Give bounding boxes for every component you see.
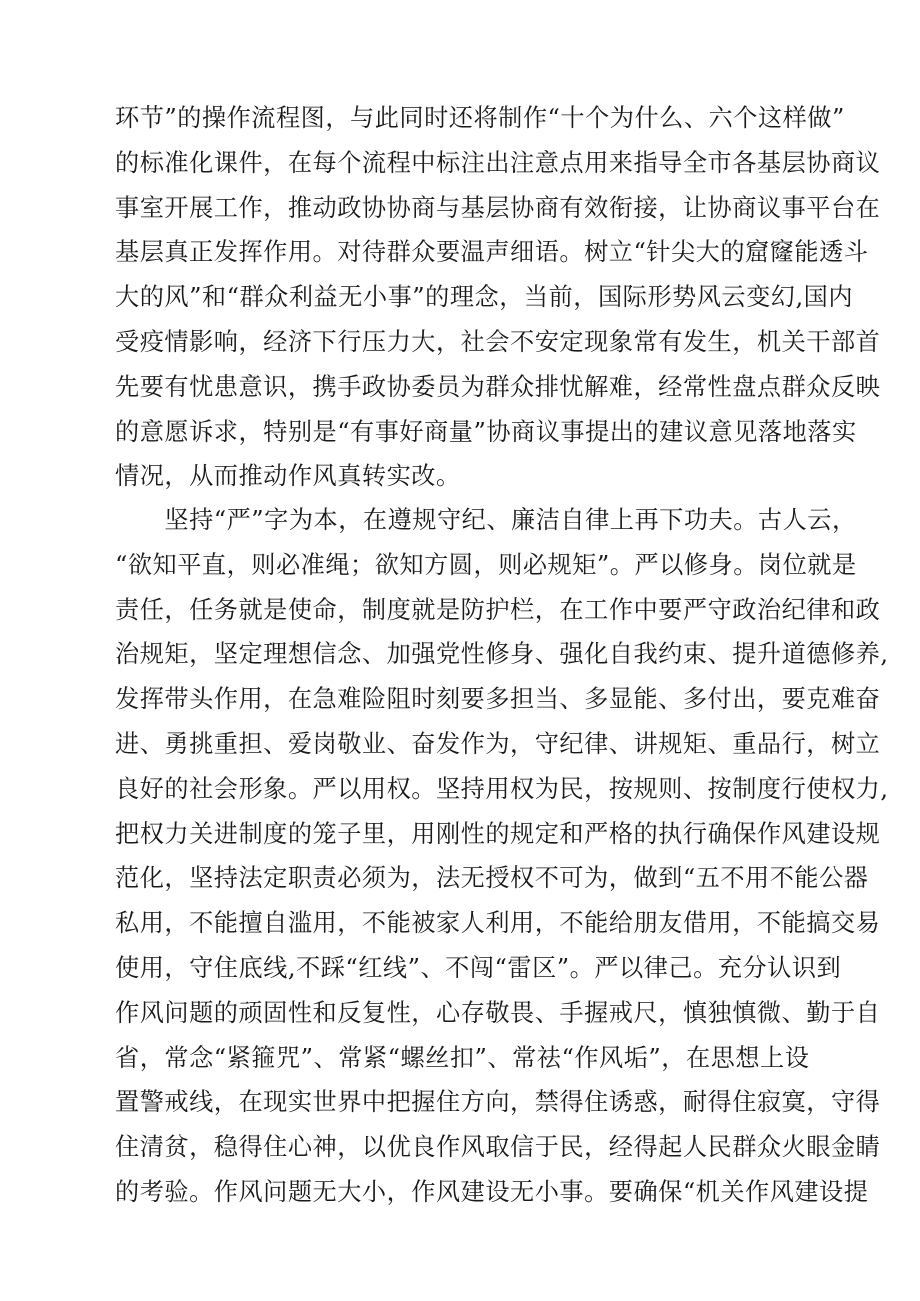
text-line: 的意愿诉求，特别是“有事好商量”协商议事提出的建议意见落地落实 [115,417,857,446]
text-line: 省，常念“紧箍咒”、常紧“螺丝扣”、常祛“作风垢”，在思想上设 [115,1043,810,1072]
text-line: 大的风”和“群众利益无小事”的理念，当前，国际形势风云变幻,国内 [115,283,854,312]
text-line: 的考验。作风问题无大小，作风建设无小事。要确保“机关作风建设提 [115,1177,869,1206]
text-line: 作风问题的顽固性和反复性，心存敬畏、手握戒尺，慎独慎微、勤于自 [115,998,881,1027]
text-line: 使用，守住底线,不踩“红线”、不闯“雷区”。严以律己。充分认识到 [115,953,842,982]
text-line: 住清贫，稳得住心神，以优良作风取信于民，经得起人民群众火眼金睛 [115,1133,881,1162]
text-line: 的标准化课件，在每个流程中标注出注意点用来指导全市各基层协商议 [115,148,881,177]
text-line: 发挥带头作用，在急难险阻时刻要多担当、多显能、多付出，要克难奋 [115,685,881,714]
text-line: 坚持“严”字为本，在遵规守纪、廉洁自律上再下功夫。古人云， [115,506,857,534]
text-line: 进、勇挑重担、爱岗敬业、奋发作为，守纪律、讲规矩、重品行，树立 [115,729,881,758]
text-line: 事室开展工作，推动政协协商与基层协商有效衔接，让协商议事平台在 [115,193,881,222]
text-line: “欲知平直，则必准绳；欲知方圆，则必规矩”。严以修身。岗位就是 [115,550,857,579]
text-line: 置警戒线，在现实世界中把握住方向，禁得住诱惑，耐得住寂寞，守得 [115,1088,881,1117]
text-line: 环节”的操作流程图，与此同时还将制作“十个为什么、六个这样做” [115,104,845,132]
text-line: 私用，不能擅自滥用，不能被家人利用，不能给朋友借用，不能搞交易 [115,909,881,938]
text-line: 情况，从而推动作风真转实改。 [115,462,461,491]
paragraph-1 [115,96,881,499]
text-line: 责任，任务就是使命，制度就是防护栏，在工作中要严守政治纪律和政 [115,595,881,624]
text-line: 受疫情影响，经济下行压力大，社会不安定现象常有发生，机关干部首 [115,327,881,356]
text-line: 良好的社会形象。严以用权。坚持用权为民，按规则、按制度行使权力, [115,774,889,803]
paragraph-2 [115,498,889,1215]
text-line: 基层真正发挥作用。对待群众要温声细语。树立“针尖大的窟窿能透斗 [115,238,869,267]
text-line: 先要有忧患意识，携手政协委员为群众排忧解难，经常性盘点群众反映 [115,372,881,401]
text-line: 治规矩，坚定理想信念、加强党性修身、强化自我约束、提升道德修养, [115,640,889,669]
text-line: 范化，坚持法定职责必须为，法无授权不可为，做到“五不用不能公器 [115,864,869,893]
text-line: 把权力关进制度的笼子里，用刚性的规定和严格的执行确保作风建设规 [115,819,881,848]
